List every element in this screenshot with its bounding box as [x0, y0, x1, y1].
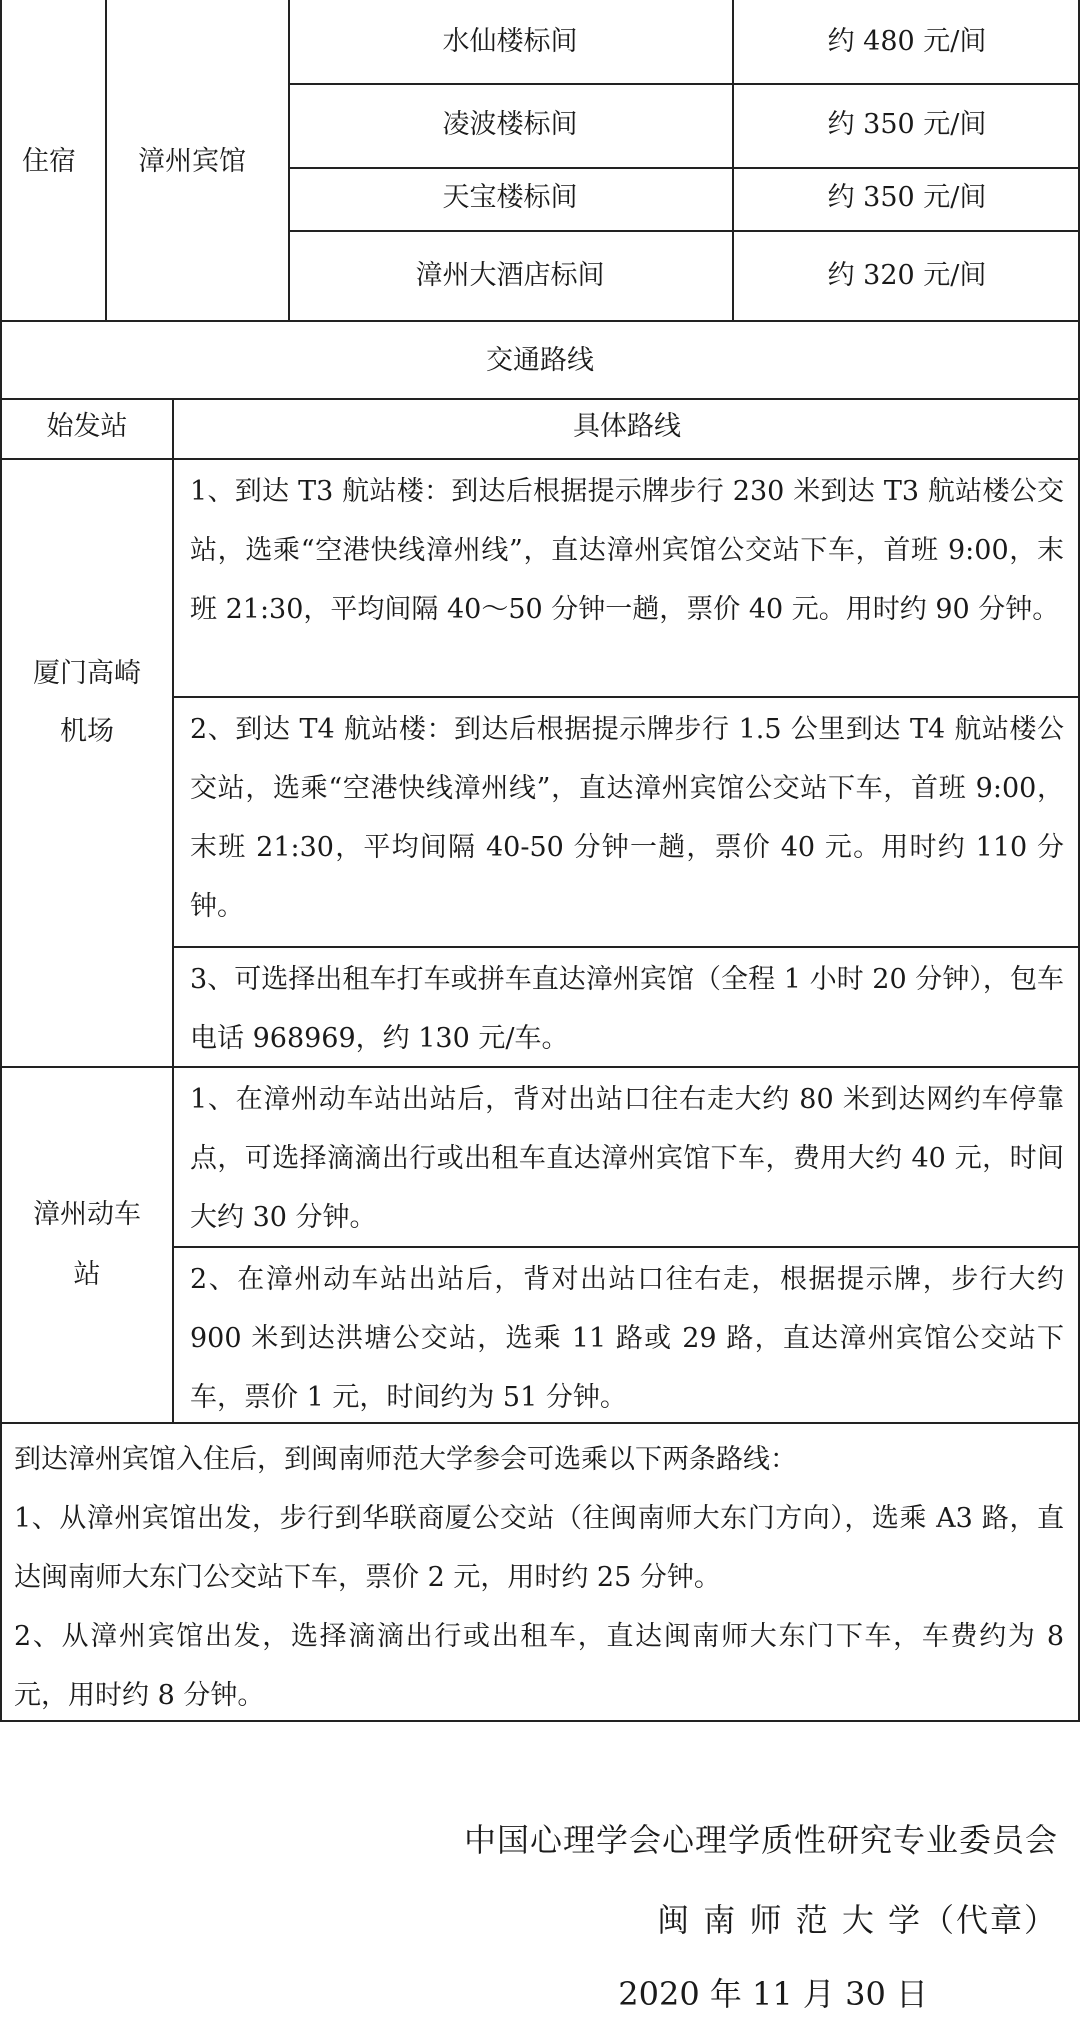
airport-route-t3: 1、到达 T3 航站楼：到达后根据提示牌步行 230 米到达 T3 航站楼公交站，选乘“空港快线漳州线”，直达漳州宾馆公交站下车，首班 9:00，末班 21:30，平均间隔 40～50 分钟一趟，票价 40 元。用时约 90 分钟。 — [190, 476, 1064, 625]
room-type-name: 水仙楼标间 — [442, 26, 578, 57]
after-checkin-intro: 到达漳州宾馆入住后，到闽南师范大学参会可选乘以下两条路线： — [14, 1444, 797, 1475]
signature-date: 2020 年 11 月 30 日 — [618, 1975, 928, 2013]
accommodation-category-label: 住宿 — [22, 146, 76, 177]
signature-organization: 中国心理学会心理学质性研究专业委员会 — [463, 1821, 1058, 1859]
room-price: 约 480 元/间 — [827, 26, 987, 57]
column-header-route: 具体路线 — [573, 411, 681, 442]
hotel-name: 漳州宾馆 — [138, 146, 246, 177]
after-checkin-route-bus: 1、从漳州宾馆出发，步行到华联商厦公交站（往闽南师大东门方向），选乘 A3 路，直达闽南师大东门公交站下车，票价 2 元，用时约 25 分钟。 — [14, 1503, 1064, 1593]
room-price: 约 320 元/间 — [827, 260, 987, 291]
column-header-origin: 始发站 — [46, 411, 128, 442]
signature-university-seal: 闽 南 师 范 大 学（代章） — [657, 1901, 1058, 1939]
origin-airport-name: 厦门高崎 — [33, 658, 141, 689]
origin-train-station-name: 站 — [73, 1259, 101, 1290]
train-route-taxi: 1、在漳州动车站出站后，背对出站口往右走大约 80 米到达网约车停靠点，可选择滴滴出行或出租车直达漳州宾馆下车，费用大约 40 元，时间大约 30 分钟。 — [190, 1084, 1064, 1233]
room-type-name: 凌波楼标间 — [442, 109, 578, 140]
origin-airport-name: 机场 — [60, 716, 114, 747]
train-route-bus: 2、在漳州动车站出站后，背对出站口往右走，根据提示牌，步行大约 900 米到达洪塘公交站，选乘 11 路或 29 路，直达漳州宾馆公交站下车，票价 1 元，时间约为 51 分钟。 — [190, 1264, 1064, 1413]
after-checkin-route-taxi: 2、从漳州宾馆出发，选择滴滴出行或出租车，直达闽南师大东门下车，车费约为 8 元，用时约 8 分钟。 — [14, 1621, 1064, 1711]
room-type-name: 天宝楼标间 — [442, 182, 578, 213]
airport-route-t4: 2、到达 T4 航站楼：到达后根据提示牌步行 1.5 公里到达 T4 航站楼公交站，选乘“空港快线漳州线”，直达漳州宾馆公交站下车，首班 9:00，末班 21:30，平均间隔 40-50 分钟一趟，票价 40 元。用时约 110 分钟。 — [190, 714, 1064, 922]
room-price: 约 350 元/间 — [827, 109, 987, 140]
airport-route-taxi: 3、可选择出租车打车或拼车直达漳州宾馆（全程 1 小时 20 分钟），包车电话 968969，约 130 元/车。 — [190, 964, 1064, 1054]
room-price: 约 350 元/间 — [827, 182, 987, 213]
room-type-name: 漳州大酒店标间 — [415, 260, 605, 291]
origin-train-station-name: 漳州动车 — [33, 1199, 141, 1230]
transport-section-title: 交通路线 — [486, 345, 594, 376]
